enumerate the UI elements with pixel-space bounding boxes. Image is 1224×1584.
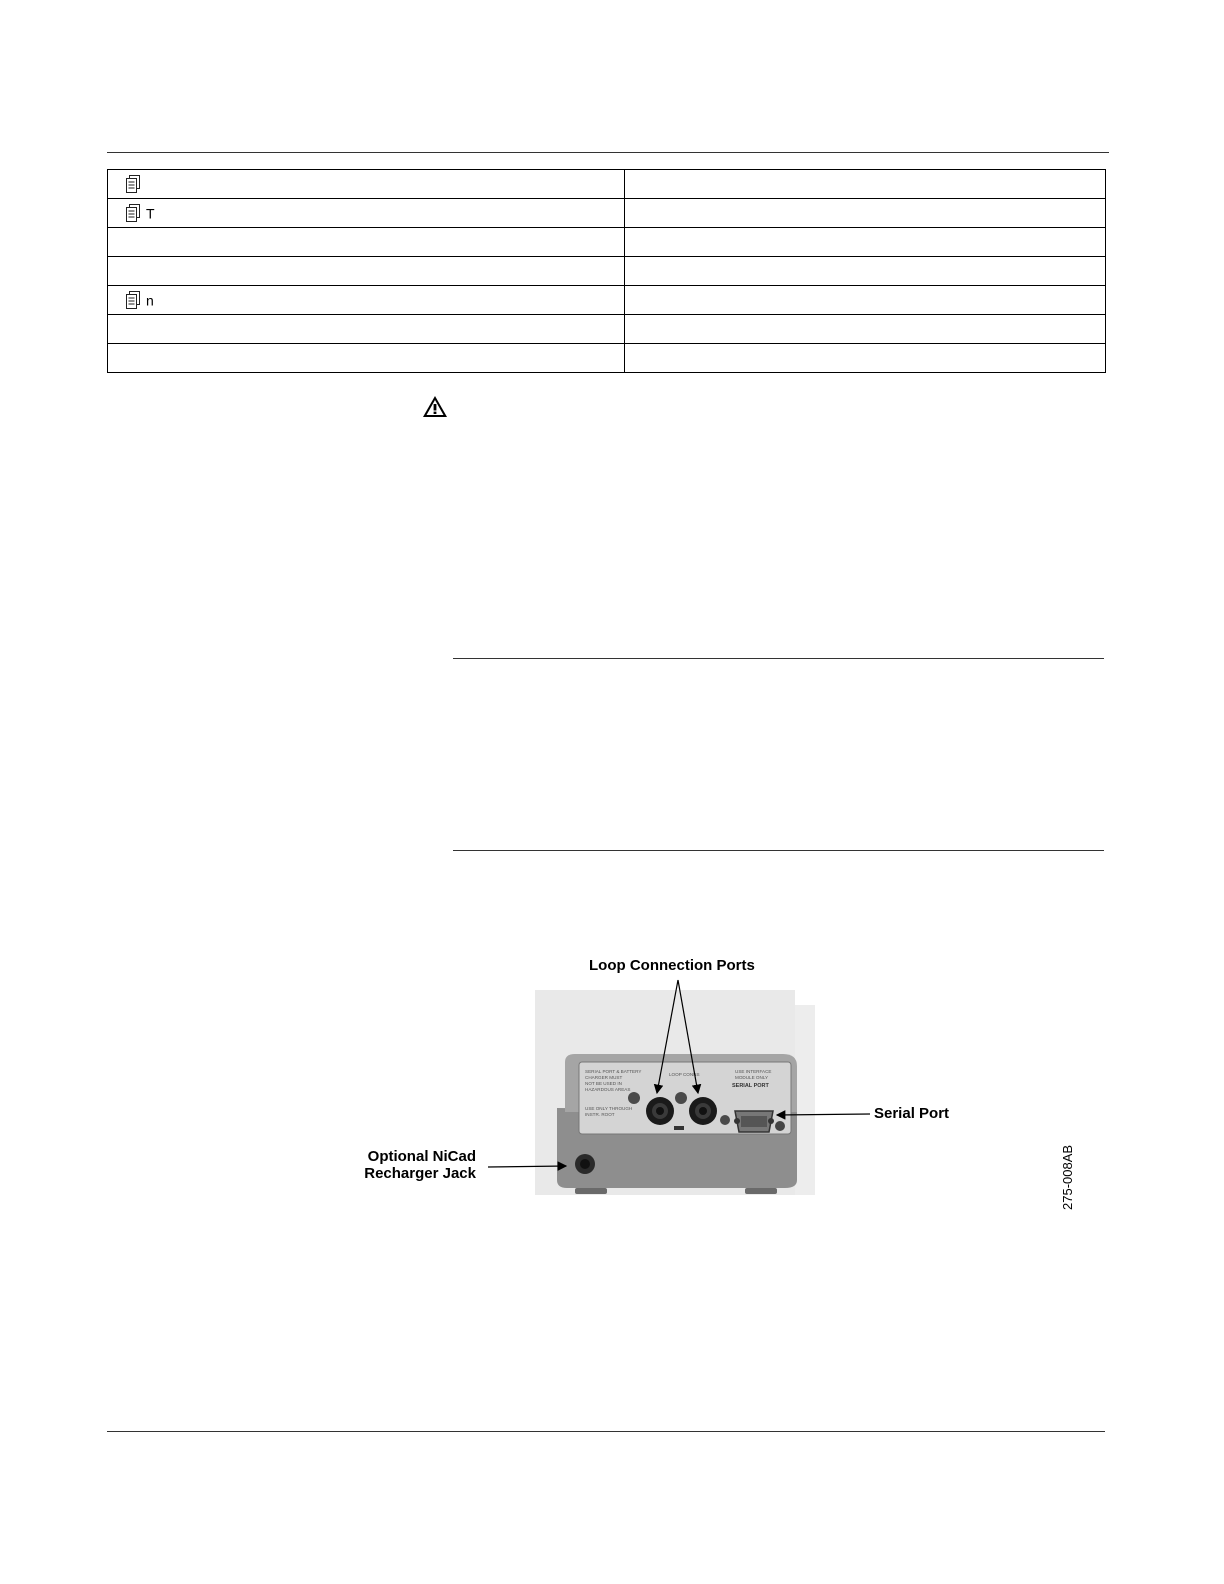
table-cell-left xyxy=(108,228,625,257)
loop-port-arrow-right xyxy=(678,980,698,1093)
callout-arrows xyxy=(340,945,1120,1245)
panel-text-line: NOT BE USED IN xyxy=(585,1081,622,1086)
table-row xyxy=(108,228,1106,257)
nicad-label-line2: Recharger Jack xyxy=(364,1165,476,1182)
panel-text-line: SERIAL PORT & BATTERY xyxy=(585,1069,642,1074)
panel-text-line: USE ONLY THROUGH xyxy=(585,1106,633,1111)
warning-icon xyxy=(422,395,448,418)
serial-port-label: Serial Port xyxy=(874,1105,950,1122)
cell-text: T xyxy=(146,205,155,222)
document-icon xyxy=(126,175,140,193)
panel-text-line: SERIAL PORT xyxy=(732,1083,769,1089)
nicad-jack-arrow xyxy=(488,1166,566,1167)
table-cell-left xyxy=(108,199,625,228)
cell-text: n xyxy=(146,292,154,309)
header-rule xyxy=(107,152,1109,153)
spec-table xyxy=(107,169,1106,373)
loop-port-arrow-left xyxy=(657,980,678,1093)
table-cell-right xyxy=(625,170,1106,199)
note-rule-top xyxy=(453,658,1104,659)
table-cell-right xyxy=(625,257,1106,286)
document-icon xyxy=(126,204,140,222)
table-cell-right xyxy=(625,344,1106,373)
note-rule-bottom xyxy=(453,850,1104,851)
table-row xyxy=(108,257,1106,286)
table-cell-left xyxy=(108,315,625,344)
table-cell-left xyxy=(108,344,625,373)
nicad-label-line1: Optional NiCad xyxy=(367,1148,476,1165)
panel-text-line: CHARGER MUST xyxy=(585,1075,623,1080)
serial-port-arrow xyxy=(777,1114,870,1115)
figure-id: 275-008AB xyxy=(1060,1144,1075,1210)
table-row xyxy=(108,344,1106,373)
panel-text-line: MODULE ONLY xyxy=(735,1075,769,1080)
table-cell-left xyxy=(108,170,625,199)
table-row xyxy=(108,199,1106,228)
device-figure xyxy=(340,945,1120,1245)
panel-text-line: USE INTERFACE xyxy=(735,1069,772,1074)
panel-text-line: HAZARDOUS AREAS xyxy=(585,1087,631,1092)
panel-text-line: INSTR. ROOT xyxy=(585,1112,615,1117)
panel-text-line: LOOP CONNS xyxy=(669,1072,700,1077)
table-row xyxy=(108,315,1106,344)
footer-rule xyxy=(107,1431,1105,1432)
table-cell-right xyxy=(625,315,1106,344)
table-row xyxy=(108,286,1106,315)
table-row xyxy=(108,170,1106,199)
table-cell-left xyxy=(108,286,625,315)
table-cell-right xyxy=(625,228,1106,257)
table-cell-right xyxy=(625,199,1106,228)
loop-connection-ports-label: Loop Connection Ports xyxy=(589,957,755,974)
table-cell-left xyxy=(108,257,625,286)
document-icon xyxy=(126,291,140,309)
table-cell-right xyxy=(625,286,1106,315)
